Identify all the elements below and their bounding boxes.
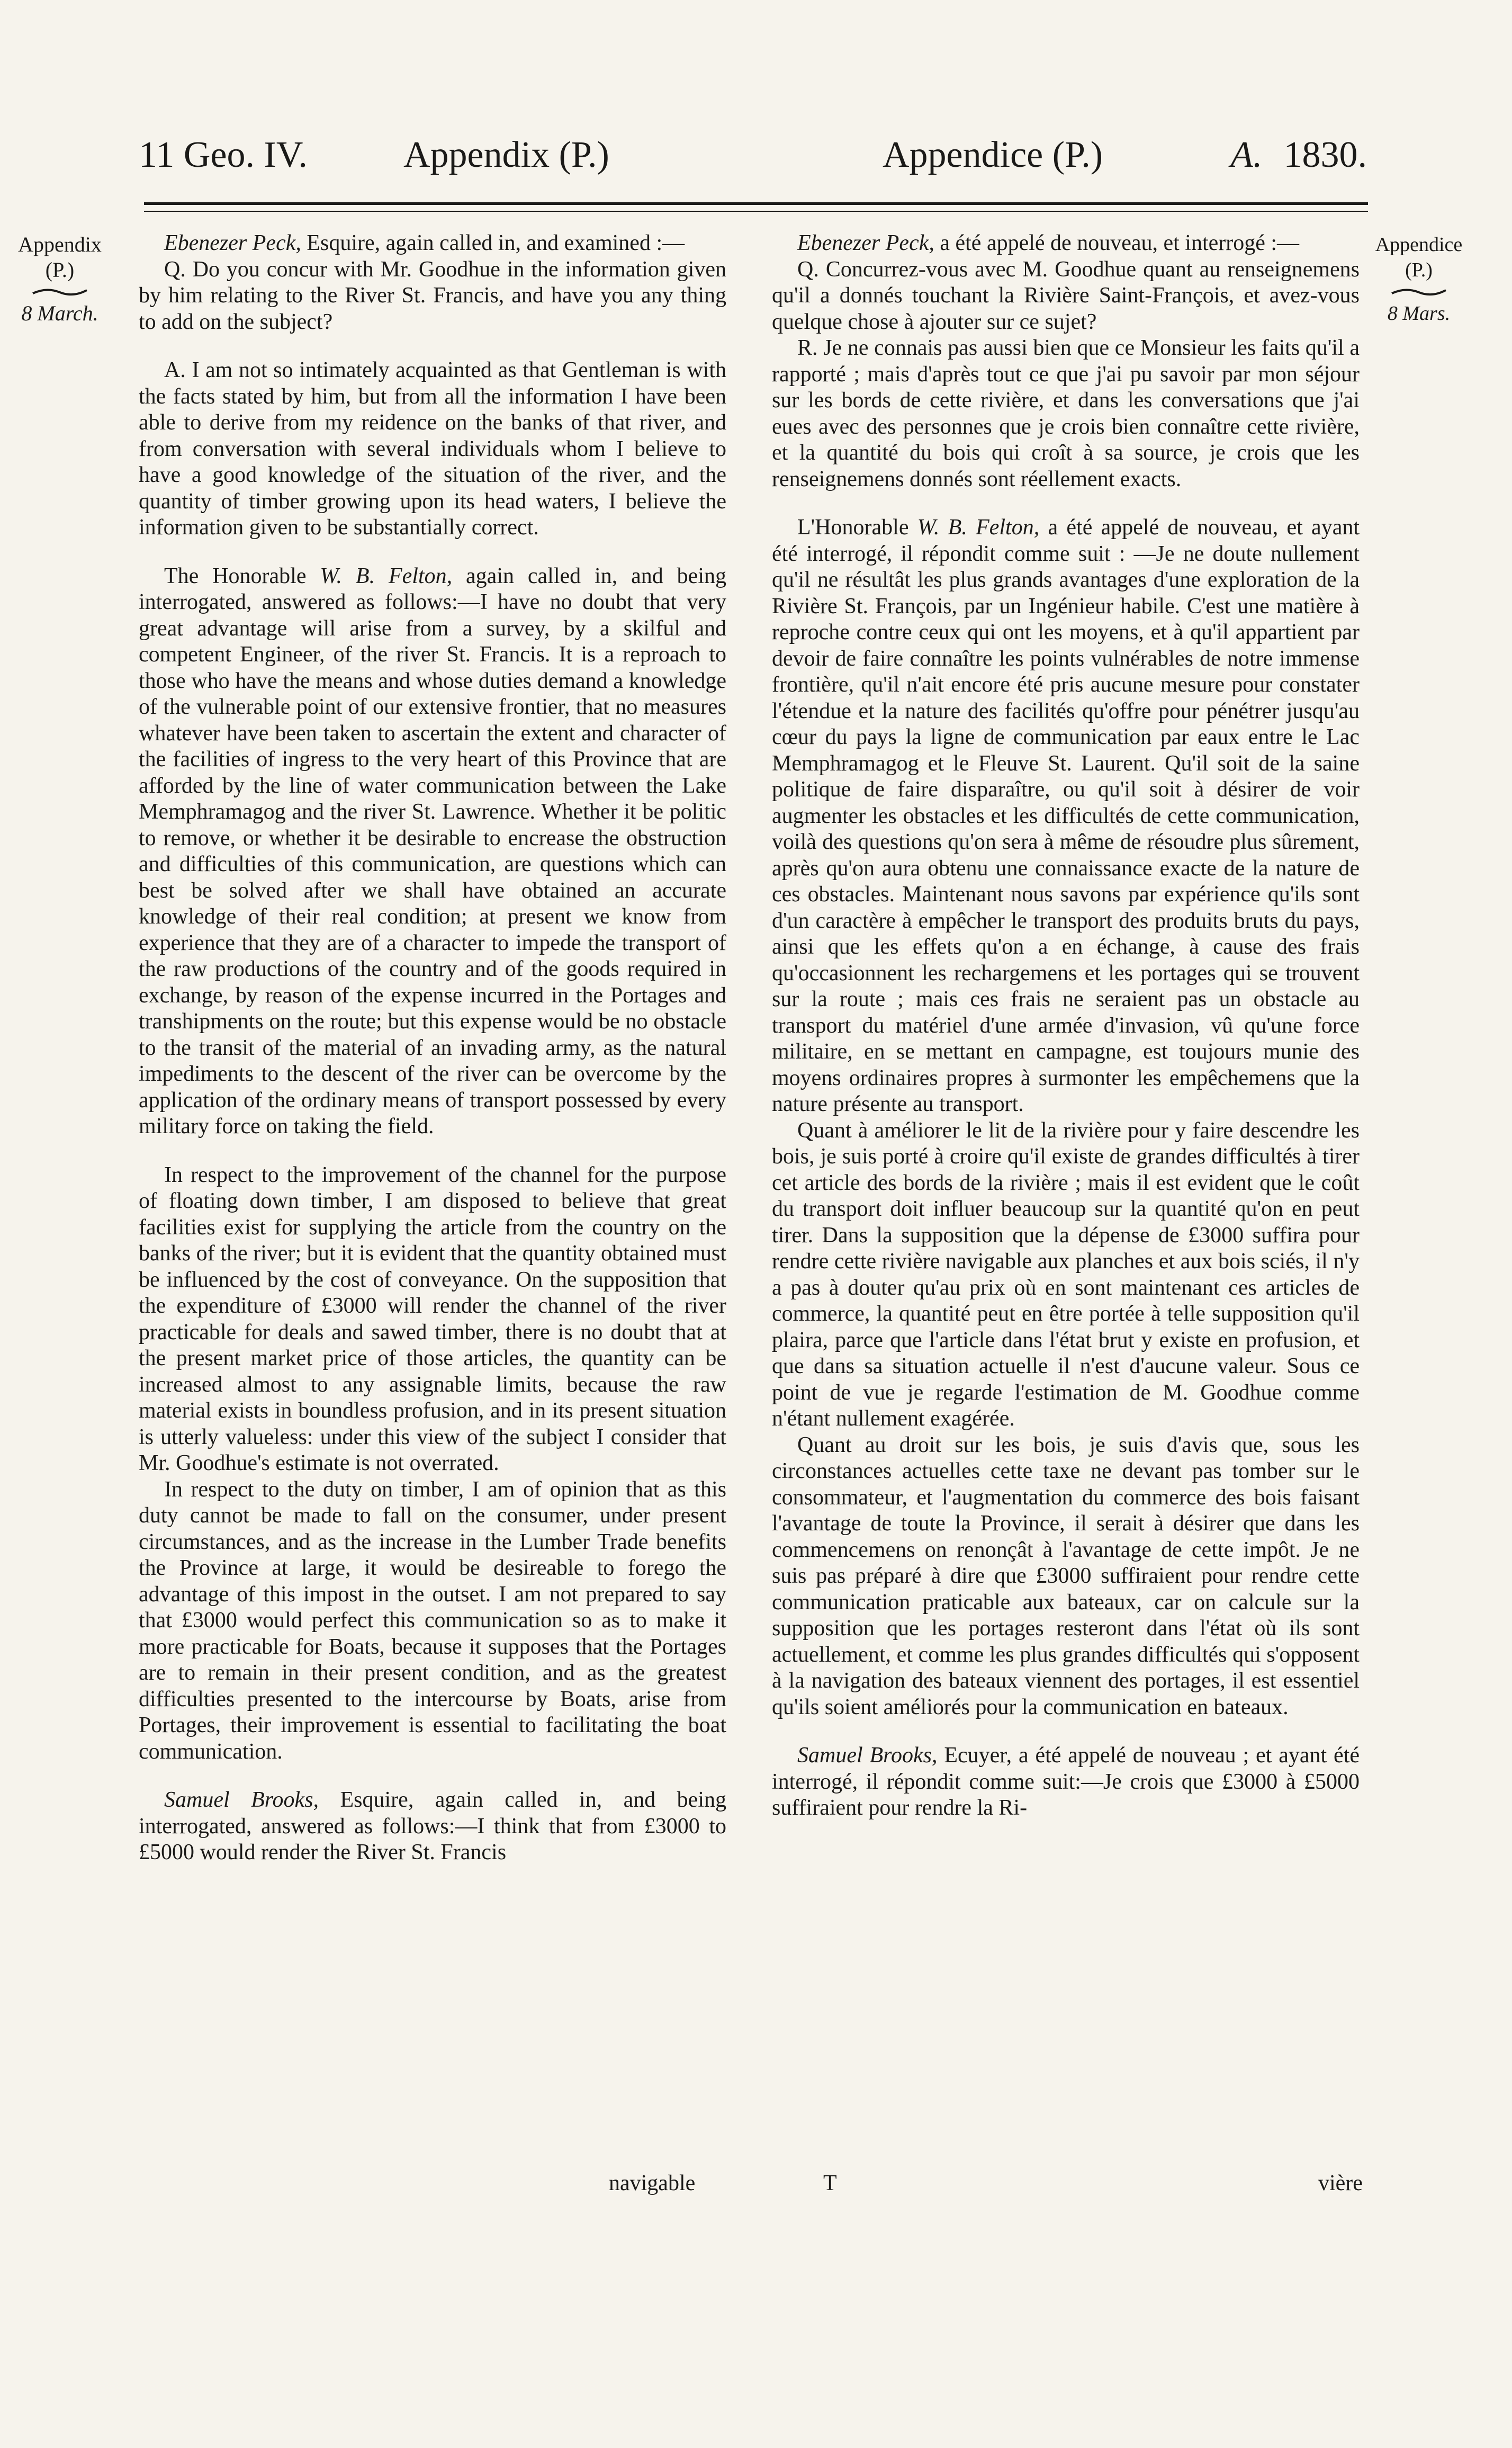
- session-label: 11 Geo. IV.: [139, 134, 308, 175]
- question-paragraph: Q. Concurrez-vous avec M. Goodhue quant au renseignemens qu'il a donnés touchant la Rivière Saint-François, et avez-vous quelque chose à ajouter sur ce sujet?: [772, 257, 1360, 334]
- peck-intro-paragraph: Ebenezer Peck, a été appelé de nouveau, et interrogé :—: [797, 231, 1300, 255]
- witness-name: Ebenezer Peck,: [164, 231, 301, 255]
- brooks-paragraph: Samuel Brooks, Ecuyer, a été appelé de nouveau ; et ayant été interrogé, il répondit comme suit:—Je crois que £3000 à £5000 suffiraient pour rendre la Ri-: [772, 1743, 1360, 1820]
- brooks-paragraph: Samuel Brooks, Esquire, again called in, and being interrogated, answered as follows:—I think that from £3000 to £5000 would render the River St. Francis: [139, 1788, 726, 1864]
- appendix-english-heading: Appendix (P.): [403, 134, 609, 175]
- felton-paragraph: The Honorable W. B. Felton, again called in, and being interrogated, answered as follows:—I have no doubt that very great advantage will arise from a survey, by a skilful and competent Engineer, of the river St. Francis. It is a reproach to those who have the means and whose duties demand a knowledge of the vulnerable point of our extensive frontier, that no measures whatever have been taken to ascertain the extent and character of the facilities of ingress to the very heart of this Province that are afforded by the line of water communication between the Lake Memphramagog and the river St. Lawrence. Whether it be politic to remove, or whether it be desirable to encrease the obstruction and difficulties of this communication, are questions which can best be solved after we shall have obtained an accurate knowledge of their real condition; at present we know from experience that they are of a character to impede the transport of the raw productions of the country and of the goods required in exchange, by reason of the expense incurred in the Portages and transhipments on the route; but this expense would be no obstacle to the transit of the material of an invading army, as the natural impediments to the descent of the river can be overcome by the application of the ordinary means of transport possessed by every military force on taking the field.: [139, 563, 726, 1138]
- margin-date: 8 March.: [21, 301, 98, 325]
- witness-name: Samuel Brooks,: [797, 1743, 938, 1768]
- english-column: [139, 230, 726, 1866]
- year-value: 1830.: [1283, 134, 1367, 175]
- margin-sub: (P.): [1405, 259, 1433, 281]
- channel-paragraph: In respect to the improvement of the channel for the purpose of floating down timber, I am disposed to believe that great facilities exist for supplying the article from the country on the banks of the river; but it is evident that the quantity obtained must be influenced by the cost of conveyance. On the supposition that the expenditure of £3000 will render the channel of the river practicable for deals and sawed timber, there is no doubt that at the present market price of those articles, the quantity can be increased almost to any assignable limits, because the raw material exists in boundless profusion, and in its present situation is utterly valueless: under this view of the subject I consider that Mr. Goodhue's estimate is not overrated.: [139, 1162, 726, 1475]
- witness-name: Ebenezer Peck,: [797, 231, 934, 255]
- header-rule-thin: [144, 211, 1368, 212]
- channel-paragraph: Quant à améliorer le lit de la rivière pour y faire descendre les bois, je suis porté à croire qu'il existe de grandes difficultés à tirer cet article des bords de la rivière ; mais il est evident que le coût du transport doit influer beaucoup sur la quantité qu'on en peut tirer. Dans la supposition que la dépense de £3000 suffira pour rendre cette rivière navigable aux planches et aux bois sciés, il n'y a pas à douter qu'au prix où en sont maintenant ces articles de commerce, la quantité peut en être portée à telle supposition qu'il plaira, parce que l'article dans l'état brut y existe en profusion, et que dans sa situation actuelle il n'est d'aucune valeur. Sous ce point de vue je regarde l'estimation de M. Goodhue comme n'étant nullement exagérée.: [772, 1118, 1360, 1431]
- running-header: [139, 126, 1367, 184]
- answer-paragraph: R. Je ne connais pas aussi bien que ce Monsieur les faits qu'il a rapporté ; mais d'après tout ce que j'ai pu savoir par mon séjour sur les bords de cette rivière, et dans les conversations que j'ai eues avec des personnes que je crois bien connaître cette rivière, et la quantité du bois qui croît à sa source, je crois que les renseignemens donnés sont réellement exacts.: [772, 336, 1360, 491]
- margin-note-left: [15, 232, 105, 326]
- margin-date: 8 Mars.: [1387, 302, 1451, 325]
- margin-note-right: [1366, 232, 1472, 326]
- margin-sub: (P.): [45, 258, 75, 282]
- catchword-english: navigable: [609, 2171, 696, 2195]
- answer-paragraph: A. I am not so intimately acquainted as that Gentleman is with the facts stated by him, but from all the information I have been able to derive from my reidence on the banks of that river, and from conversation with several individuals whom I believe to have a good knowledge of the situation of the river, and the quantity of timber growing upon its head waters, I believe the information given to be substantially correct.: [139, 358, 726, 540]
- catchword-french: vière: [1318, 2171, 1363, 2195]
- felton-paragraph: L'Honorable W. B. Felton, a été appelé de nouveau, et ayant été interrogé, il répondit comme suit : —Je ne doute nullement qu'il ne résultât les plus grands avantages d'une exploration de la Rivière St. François, par un Ingénieur habile. C'est une matière à reproche contre ceux qui ont les moyens, et à qu'il appartient par devoir de faire connaître les points vulnérables de notre immense frontière, qu'il n'ait encore été pris aucune mesure pour constater l'étendue et la nature des facilités qu'offre pour pénétrer jusqu'au cœur du pays la ligne de communication par eaux entre le Lac Memphramagog et le Fleuve St. Laurent. Qu'il soit de la saine politique de faire disparaître, ou qu'il soit à désirer de voir augmenter les obstacles et les difficultés de cette communication, voilà des questions qu'on sera à même de résoudre plus sûrement, après qu'on aura obtenu une connaissance exacte de la nature de ces obstacles. Maintenant nous savons par expérience qu'ils sont d'un caractère à empêcher le transport des produits bruts du pays, ainsi que les effets qu'on a en échange, à cause des frais qu'occasionnent les rechargemens et les portages qui se trouvent sur la route ; mais ces frais ne seraient pas un obstacle au transport du matériel d'une armée d'invasion, vû qu'une force militaire, en se mettant en campagne, est toujours munie des moyens ordinaires propres à surmonter les empêchemens que la nature présente au transport.: [772, 515, 1360, 1116]
- duty-paragraph: In respect to the duty on timber, I am of opinion that as this duty cannot be made to fall on the consumer, under present circumstances, and as the increase in the Lumber Trade benefits the Province at large, it would be desireable to forego the advantage of this impost in the outset. I am not prepared to say that £3000 would perfect this communication so as to make it more practicable for Boats, because it supposes that the Portages are to remain in their present condition, and as the greatest difficulties presented to the intercourse by Boats, arise from Portages, their improvement is essential to facilitating the boat communication.: [139, 1477, 726, 1764]
- margin-label: Appendice: [1375, 234, 1463, 256]
- signature-mark: T: [823, 2171, 837, 2195]
- french-column: [772, 230, 1360, 1822]
- margin-label: Appendix: [18, 232, 102, 256]
- header-rule-thick: [144, 202, 1368, 205]
- question-paragraph: Q. Do you concur with Mr. Goodhue in the information given by him relating to the River St. Francis, and have you any thing to add on the subject?: [139, 257, 726, 334]
- appendix-french-heading: Appendice (P.): [883, 134, 1103, 175]
- swash-ornament-icon: [31, 286, 89, 298]
- witness-name: Samuel Brooks,: [164, 1788, 319, 1812]
- witness-name: W. B. Felton,: [320, 563, 453, 588]
- year-label: [1230, 126, 1367, 184]
- duty-paragraph: Quant au droit sur les bois, je suis d'avis que, sous les circonstances actuelles cette taxe ne devant pas tomber sur le consommateur, et l'augmentation du commerce des bois faisant l'avantage de toute la Province, il serait à désirer que dans les commencemens on renonçât à l'avantage de cette impôt. Je ne suis pas préparé à dire que £3000 suffiraient pour rendre cette communication praticable aux bateaux, car on calcule sur la supposition que les portages resteront dans l'état où ils sont actuellement, et comme les plus grandes difficultés qui s'opposent à la navigation des bateaux viennent des portages, il est essentiel qu'ils soient améliorés pour la communication en bateaux.: [772, 1432, 1360, 1719]
- swash-ornament-icon: [1390, 286, 1448, 298]
- year-prefix: A.: [1230, 134, 1263, 175]
- witness-name: W. B. Felton,: [917, 515, 1040, 540]
- peck-intro-paragraph: Ebenezer Peck, Esquire, again called in, and examined :—: [164, 231, 685, 255]
